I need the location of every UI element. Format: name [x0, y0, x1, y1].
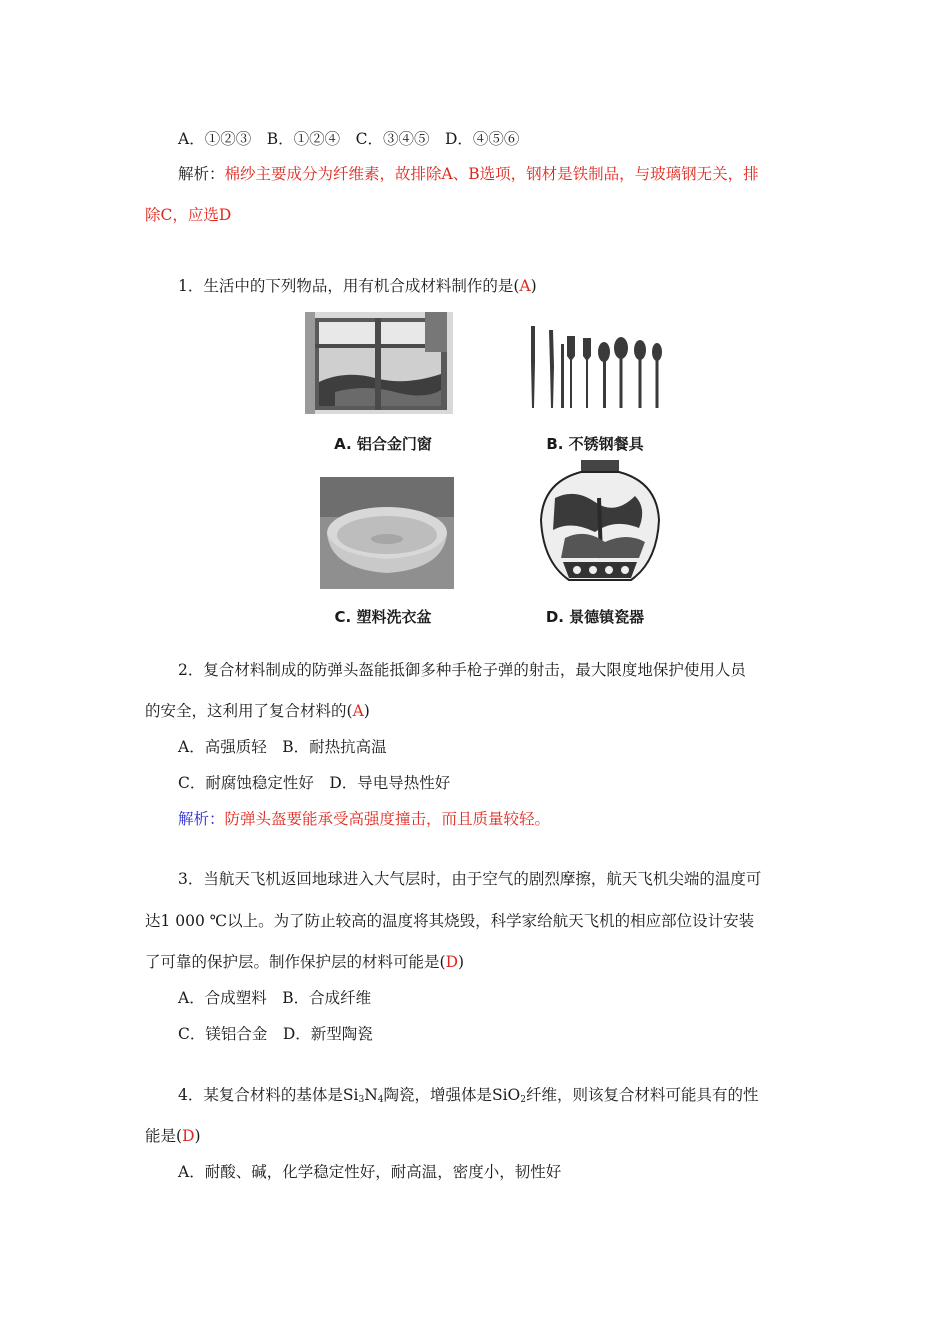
q3-options-line2: C．镁铝合金 D．新型陶瓷 — [178, 1025, 373, 1043]
plastic-basin-image — [320, 477, 454, 589]
q1-answer: A — [519, 277, 531, 295]
porcelain-jar-image — [535, 458, 665, 588]
q3-stem-line2: 达1 000 ℃以上。为了防止较高的温度将其烧毁，科学家给航天飞机的相应部位设计安装 — [145, 912, 755, 930]
q4-stem-line1: 4．某复合材料的基体是$Si_3N_4$陶瓷，增强体是SiO$_2$纤维，则该复合材料可能具有的性 — [178, 1086, 759, 1105]
q1-caption-c: C. 塑料洗衣盆 — [334, 608, 432, 626]
q3-stem-line1: 3．当航天飞机返回地球进入大气层时，由于空气的剧烈摩擦，航天飞机尖端的温度可 — [178, 870, 762, 888]
q2-stem-line1: 2．复合材料制成的防弹头盔能抵御多种手枪子弹的射击，最大限度地保护使用人员 — [178, 661, 746, 679]
q2-answer: A — [352, 702, 364, 720]
analysis-label: 解析： — [178, 810, 225, 828]
q3-stem-line3: 了可靠的保护层。制作保护层的材料可能是(D) — [145, 953, 465, 971]
aluminum-window-image — [305, 312, 453, 414]
analysis-label: 解析： — [178, 165, 225, 183]
q2-analysis — [178, 809, 550, 829]
q2-options-line2: C．耐腐蚀稳定性好 D．导电导热性好 — [178, 774, 451, 792]
q2-stem-line2: 的安全，这利用了复合材料的(A) — [145, 702, 370, 720]
q3-answer: D — [445, 953, 458, 971]
prev-options: A．①②③ B．①②④ C．③④⑤ D．④⑤⑥ — [178, 130, 520, 148]
q1-caption-b: B. 不锈钢餐具 — [546, 435, 644, 453]
stainless-cutlery-image — [523, 322, 668, 412]
prev-analysis-line2: 除C，应选D — [145, 206, 232, 224]
q4-option-a: A．耐酸、碱，化学稳定性好，耐高温，密度小，韧性好 — [178, 1163, 562, 1181]
q4-answer: D — [182, 1127, 195, 1145]
q2-options-line1: A．高强质轻 B．耐热抗高温 — [178, 738, 387, 756]
q1-caption-a: A. 铝合金门窗 — [334, 435, 432, 453]
q3-options-line1: A．合成塑料 B．合成纤维 — [178, 989, 372, 1007]
q1-stem: 1．生活中的下列物品，用有机合成材料制作的是(A) — [178, 277, 537, 295]
analysis-text: 棉纱主要成分为纤维素，故排除A、B选项，钢材是铁制品，与玻璃钢无关，排 — [224, 165, 759, 183]
prev-analysis-line1 — [178, 164, 759, 184]
q4-stem-line2: 能是(D) — [145, 1127, 201, 1145]
q1-caption-d: D. 景德镇瓷器 — [545, 608, 645, 626]
analysis-text: 防弹头盔要能承受高强度撞击，而且质量较轻。 — [224, 810, 551, 828]
